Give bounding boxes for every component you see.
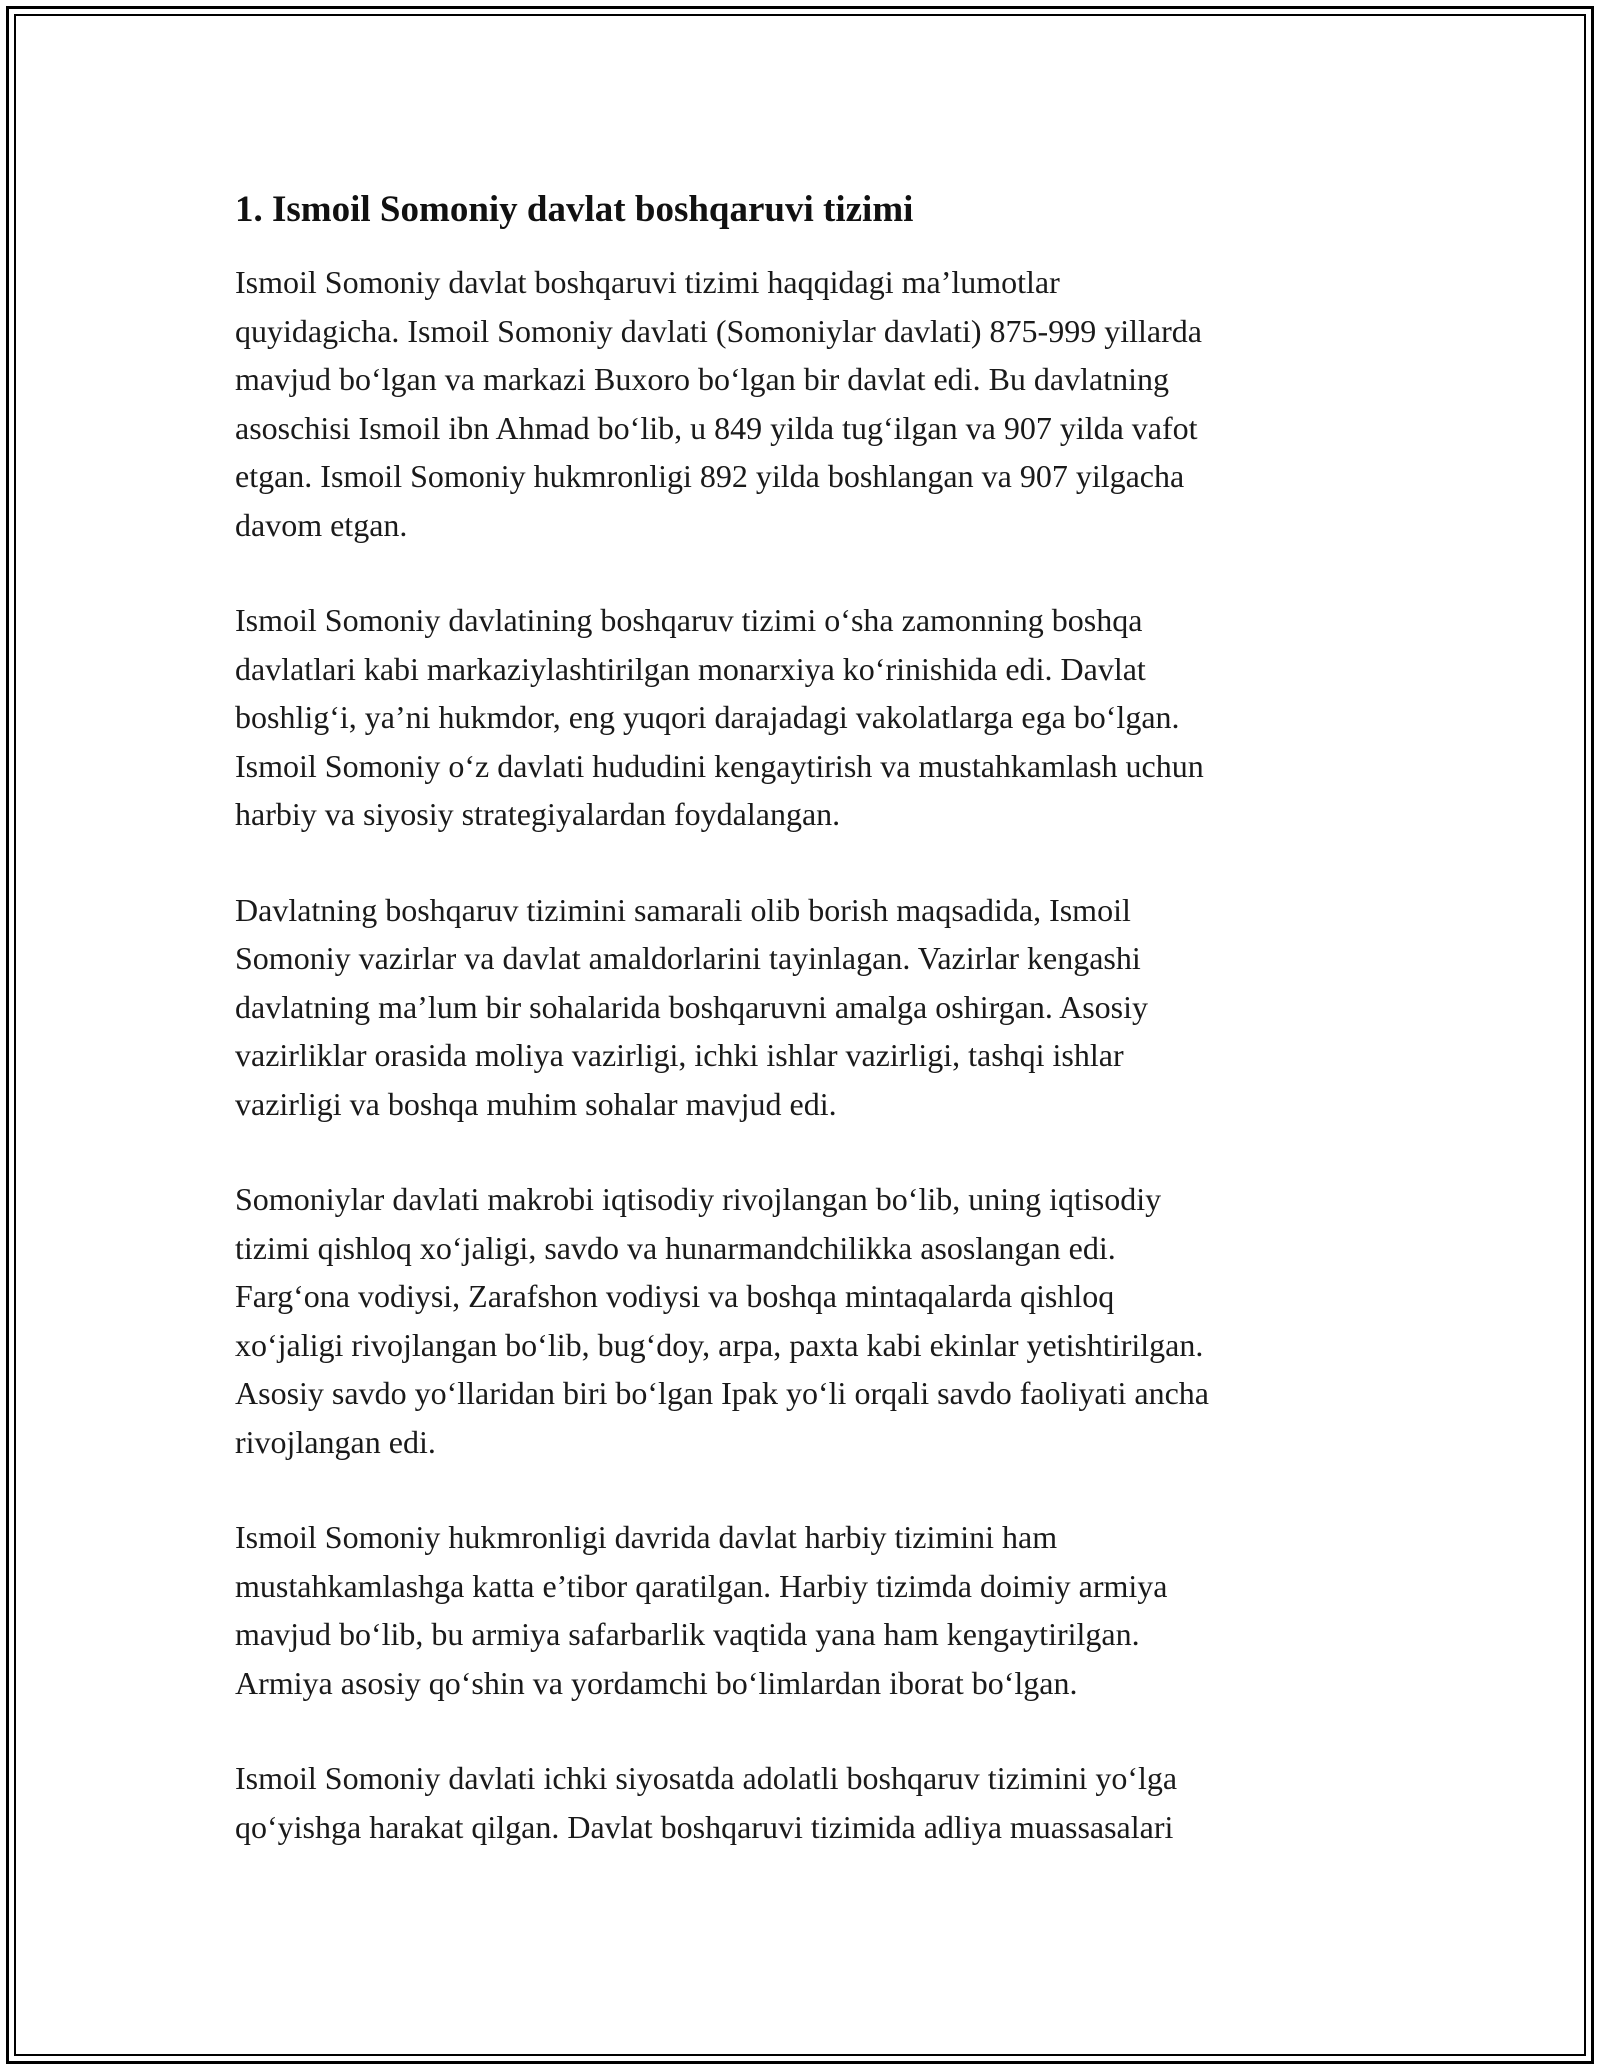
paragraph-line: davlatning ma’lum bir sohalarida boshqaruvni amalga oshirgan. Asosiy — [235, 988, 1149, 1025]
paragraph-line: Farg‘ona vodiysi, Zarafshon vodiysi va boshqa mintaqalarda qishloq — [235, 1278, 1115, 1314]
paragraph-line: Ismoil Somoniy davlat boshqaruvi tizimi haqqidagi ma’lumotlar — [235, 264, 1060, 300]
paragraph-line: Somoniy vazirlar va davlat amaldorlarini tayinlagan. Vazirlar kengashi — [235, 940, 1141, 976]
paragraph-line: Asosiy savdo yo‘llaridan biri bo‘lgan Ipak yo‘li orqali savdo faoliyati ancha — [235, 1375, 1209, 1411]
paragraph-line: Davlatning boshqaruv tizimini samarali olib borish maqsadida, Ismoil — [235, 891, 1131, 928]
paragraph — [235, 1175, 1365, 1466]
paragraph-line: mustahkamlashga katta e’tibor qaratilgan. Harbiy tizimda doimiy armiya — [235, 1567, 1168, 1604]
paragraph — [235, 596, 1365, 839]
paragraph-line: xo‘jaligi rivojlangan bo‘lib, bug‘doy, arpa, paxta kabi ekinlar yetishtirilgan. — [235, 1326, 1204, 1363]
paragraph-line: etgan. Ismoil Somoniy hukmronligi 892 yilda boshlangan va 907 yilgacha — [235, 458, 1185, 494]
paragraph — [235, 886, 1365, 1129]
paragraph-line: Ismoil Somoniy davlatining boshqaruv tizimi o‘sha zamonning boshqa — [235, 602, 1143, 638]
paragraph — [235, 258, 1365, 549]
paragraph-line: Ismoil Somoniy hukmronligi davrida davlat harbiy tizimini ham — [235, 1519, 1058, 1555]
paragraph-line: boshlig‘i, ya’ni hukmdor, eng yuqori darajadagi vakolatlarga ega bo‘lgan. — [235, 699, 1180, 735]
paragraph-line: Ismoil Somoniy davlati ichki siyosatda adolatli boshqaruv tizimini yo‘lga — [235, 1760, 1178, 1796]
paragraph-line: davom etgan. — [235, 506, 408, 543]
paragraph — [235, 1513, 1365, 1707]
paragraph-line: rivojlangan edi. — [235, 1423, 436, 1460]
paragraph-line: harbiy va siyosiy strategiyalardan foydalangan. — [235, 796, 841, 832]
section-heading: 1. Ismoil Somoniy davlat boshqaruvi tizimi — [235, 189, 914, 230]
paragraph-line: tizimi qishloq xo‘jaligi, savdo va hunarmandchilikka asoslangan edi. — [235, 1229, 1116, 1266]
paragraph-line: davlatlari kabi markaziylashtirilgan monarxiya ko‘rinishida edi. Davlat — [235, 650, 1146, 687]
paragraph-line: qo‘yishga harakat qilgan. Davlat boshqaruvi tizimida adliya muassasalari — [235, 1808, 1174, 1845]
paragraph-line: vazirligi va boshqa muhim sohalar mavjud edi. — [235, 1085, 837, 1122]
paragraph-line: Somoniylar davlati makrobi iqtisodiy rivojlangan bo‘lib, uning iqtisodiy — [235, 1181, 1162, 1217]
paragraph — [235, 1754, 1365, 1851]
paragraph-line: mavjud bo‘lib, bu armiya safarbarlik vaqtida yana ham kengaytirilgan. — [235, 1616, 1140, 1652]
paragraph-line: Ismoil Somoniy o‘z davlati hududini kengaytirish va mustahkamlash uchun — [235, 747, 1204, 784]
paragraph-line: asoschisi Ismoil ibn Ahmad bo‘lib, u 849 yilda tug‘ilgan va 907 yilda vafot — [235, 409, 1198, 446]
paragraph-line: Armiya asosiy qo‘shin va yordamchi bo‘limlardan iborat bo‘lgan. — [235, 1664, 1078, 1701]
paragraph-line: vazirliklar orasida moliya vazirligi, ichki ishlar vazirligi, tashqi ishlar — [235, 1037, 1124, 1073]
paragraph-line: quyidagicha. Ismoil Somoniy davlati (Somoniylar davlati) 875-999 yillarda — [235, 312, 1202, 349]
paragraph-list — [235, 258, 1365, 1851]
paragraph-line: mavjud bo‘lgan va markazi Buxoro bo‘lgan bir davlat edi. Bu davlatning — [235, 361, 1169, 397]
document-body — [235, 186, 1365, 1898]
